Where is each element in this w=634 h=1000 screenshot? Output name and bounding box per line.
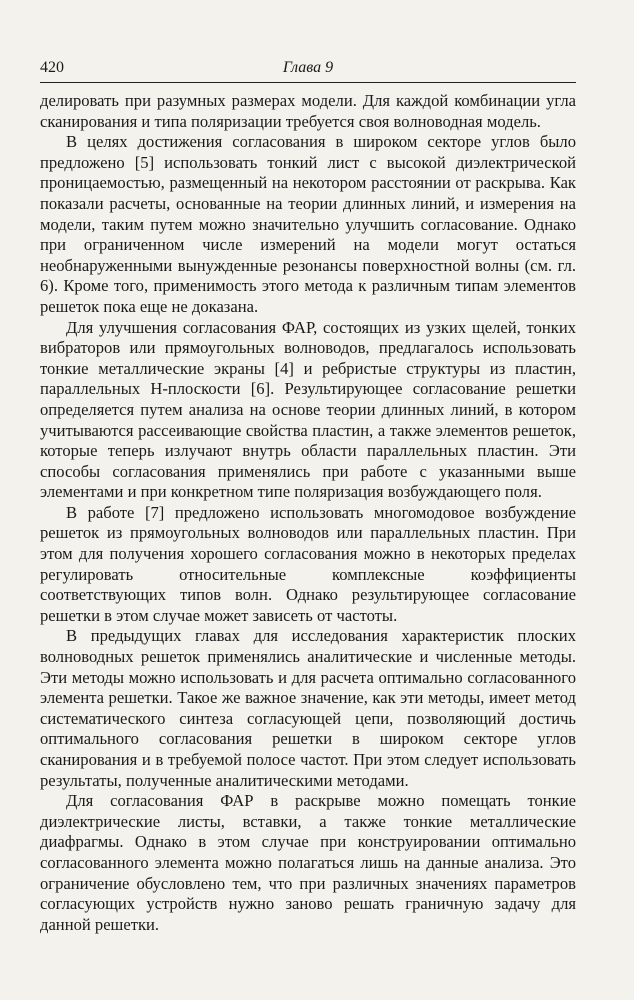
paragraph-1: делировать при разумных размерах модели. Для каждой комбинации угла сканирования и типа поляризации требуется своя волноводная модель.	[40, 91, 576, 131]
body-text	[40, 91, 576, 935]
paragraph-5: В предыдущих главах для исследования характеристик плоских волноводных решеток применялись аналитические и численные методы. Эти методы можно использовать и для расчета оптимально согласованного элемента решетки. Такое же важное значение, как эти методы, имеет метод систематического синтеза согласующей цепи, позволяющий достичь оптимального согласования решетки в широком секторе углов сканирования и в требуемой полосе частот. При этом следует использовать результаты, полученные аналитическими методами.	[40, 626, 576, 790]
chapter-title: Глава 9	[282, 59, 334, 76]
page-number: 420	[40, 59, 64, 76]
running-head	[40, 58, 576, 80]
paragraph-3: Для улучшения согласования ФАР, состоящих из узких щелей, тонких вибраторов или прямоугольных волноводов, предлагалось использовать тонкие металлические экраны [4] и ребристые структуры из пластин, параллельных H-плоскости [6]. Результирующее согласование решетки определяется путем анализа на основе теории длинных линий, в котором учитываются рассеивающие свойства пластин, а также элементов решеток, которые теперь излучают внутрь области параллельных пластин. Эти способы согласования применялись при работе с указанными выше элементами и при конкретном типе поляризация возбуждающего поля.	[40, 317, 576, 502]
paragraph-6: Для согласования ФАР в раскрыве можно помещать тонкие диэлектрические листы, вставки, а также тонкие металлические диафрагмы. Однако в этом случае при конструировании оптимально согласованного элемента можно полагаться лишь на данные анализа. Это ограничение обусловлено тем, что при различных значениях параметров согласующих устройств нужно заново решать граничную задачу для данной решетки.	[40, 791, 576, 934]
paragraph-2: В целях достижения согласования в широком секторе углов было предложено [5] использовать тонкий лист с высокой диэлектрической проницаемостью, размещенный на некотором расстоянии от раскрыва. Как показали расчеты, основанные на теории длинных линий, и измерения на модели, таким путем можно значительно улучшить согласование. Однако при ограниченном числе измерений на модели могут остаться необнаруженными вынужденные резонансы поверхностной волны (см. гл. 6). Кроме того, применимость этого метода к различным типам элементов решеток пока еще не доказана.	[40, 132, 576, 316]
header-rule	[40, 82, 576, 83]
paragraph-4: В работе [7] предложено использовать многомодовое возбуждение решеток из прямоугольных волноводов или параллельных пластин. При этом для получения хорошего согласования можно в некоторых пределах регулировать относительные комплексные коэффициенты соответствующих типов волн. Однако результирующее согласование решетки в этом случае может зависеть от частоты.	[40, 502, 576, 625]
